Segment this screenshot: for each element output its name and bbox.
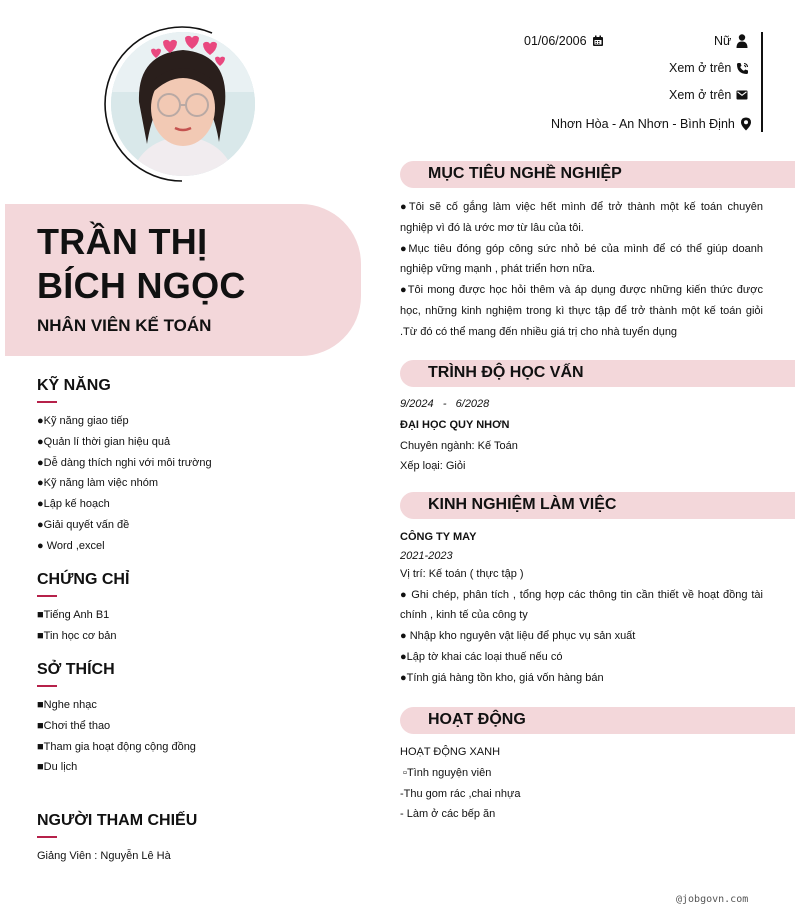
skill-item: ●Quản lí thời gian hiệu quả <box>37 435 171 448</box>
job-title: NHÂN VIÊN KẾ TOÁN <box>37 316 212 335</box>
birthdate-text: 01/06/2006 <box>524 34 587 48</box>
objective-body <box>400 197 763 343</box>
education-title: TRÌNH ĐỘ HỌC VẤN <box>428 364 584 381</box>
map-pin-icon <box>740 117 752 131</box>
references-title: NGƯỜI THAM CHIẾU <box>37 812 198 829</box>
watermark-text: @jobgovn.com <box>676 894 749 905</box>
experience-duty: ● Ghi chép, phân tích , tổng hợp các thông tin cần thiết về hoạt đồng tài chính , kinh tế của công ty <box>400 588 763 622</box>
skills-section <box>37 376 367 557</box>
hobbies-section <box>37 660 367 778</box>
education-body <box>400 394 763 477</box>
skill-item: ●Kỹ năng giao tiếp <box>37 415 129 427</box>
skill-item: ●Giải quyết vấn đề <box>37 518 130 531</box>
experience-duty: ●Tính giá hàng tồn kho, giá vốn hàng bán <box>400 671 604 684</box>
certificate-item: ■Tin học cơ bản <box>37 629 117 642</box>
activity-line: - Làm ở các bếp ăn <box>400 808 496 821</box>
hobbies-title: SỞ THÍCH <box>37 661 115 678</box>
education-grade: Xếp loại: Giỏi <box>400 460 466 473</box>
full-name-line-1: TRẦN THỊ <box>37 221 208 262</box>
references-section <box>37 811 367 867</box>
experience-body <box>400 527 763 689</box>
activities-title: HOẠT ĐỘNG <box>428 711 526 728</box>
activities-body <box>400 742 763 825</box>
skill-item: ● Word ,excel <box>37 539 105 552</box>
certificates-underline <box>37 595 57 597</box>
education-major: Chuyên ngành: Kế Toán <box>400 439 518 452</box>
hobby-item: ■Du lịch <box>37 761 78 774</box>
contact-email <box>669 88 748 102</box>
experience-position: Vị trí: Kế toán ( thực tập ) <box>400 567 524 580</box>
education-header <box>400 360 795 387</box>
objective-paragraph: ●Mục tiêu đóng góp công sức nhỏ bé của mình để có thể giúp doanh nghiệp vững mạnh , phát triển hơn nữa. <box>400 242 763 276</box>
activity-line: -Thu gom rác ,chai nhựa <box>400 787 521 800</box>
certificates-title: CHỨNG CHỈ <box>37 571 130 588</box>
skill-item: ●Dễ dàng thích nghi với môi trường <box>37 456 212 469</box>
activities-header <box>400 707 795 734</box>
contact-address <box>551 117 752 131</box>
hobby-item: ■Nghe nhạc <box>37 699 97 711</box>
email-text: Xem ở trên <box>669 88 732 102</box>
avatar <box>111 32 255 176</box>
experience-duty: ●Lập tờ khai các loại thuế nếu có <box>400 650 563 663</box>
activity-line: HOẠT ĐỘNG XANH <box>400 746 501 758</box>
name-header <box>5 204 361 356</box>
objective-paragraph: ●Tôi mong được học hỏi thêm và áp dụng được những kiến thức được học, những kinh nghiệm trong kì thực tập để trở thành một kế toán giỏi .Từ đó có thể mang đến nhiều giá trị cho nhà tuyển dụng <box>400 284 763 338</box>
education-period: 9/2024 - 6/2028 <box>400 398 490 410</box>
reference-item: Giảng Viên : Nguyễn Lê Hà <box>37 850 171 862</box>
contact-divider <box>761 32 763 132</box>
objective-paragraph: ●Tôi sẽ cố gắng làm việc hết mình để trở thành một kế toán chuyên nghiệp vì đó là ước mơ từ lâu của tôi. <box>400 201 763 234</box>
references-underline <box>37 836 57 838</box>
certificates-section <box>37 570 367 647</box>
objective-header <box>400 161 795 188</box>
gender-text: Nữ <box>714 34 732 48</box>
certificate-item: ■Tiếng Anh B1 <box>37 609 110 621</box>
education-school: ĐẠI HỌC QUY NHƠN <box>400 418 510 431</box>
hobby-item: ■Chơi thể thao <box>37 719 111 732</box>
contact-gender <box>714 34 748 48</box>
skill-item: ●Kỹ năng làm việc nhóm <box>37 477 158 490</box>
experience-title: KINH NGHIỆM LÀM VIỆC <box>428 496 617 513</box>
activity-line: ▫Tình nguyện viên <box>400 766 492 779</box>
address-text: Nhơn Hòa - An Nhơn - Bình Định <box>551 117 735 131</box>
phone-icon <box>736 62 749 75</box>
full-name-line-2: BÍCH NGỌC <box>37 265 246 306</box>
calendar-icon <box>592 35 604 47</box>
phone-text: Xem ở trên <box>669 61 732 75</box>
contact-birthdate <box>524 34 604 48</box>
experience-period: 2021-2023 <box>400 549 453 562</box>
hobby-item: ■Tham gia hoạt động cộng đồng <box>37 740 196 753</box>
person-icon <box>736 34 748 48</box>
contact-phone <box>669 61 749 75</box>
skills-underline <box>37 401 57 403</box>
experience-duty: ● Nhập kho nguyên vật liệu để phục vụ sản xuất <box>400 630 636 643</box>
skill-item: ●Lập kế hoạch <box>37 498 110 511</box>
skills-title: KỸ NĂNG <box>37 377 111 394</box>
hobbies-underline <box>37 685 57 687</box>
objective-title: MỤC TIÊU NGHỀ NGHIỆP <box>428 165 622 182</box>
experience-company: CÔNG TY MAY <box>400 531 477 543</box>
envelope-icon <box>736 90 748 100</box>
experience-header <box>400 492 795 519</box>
